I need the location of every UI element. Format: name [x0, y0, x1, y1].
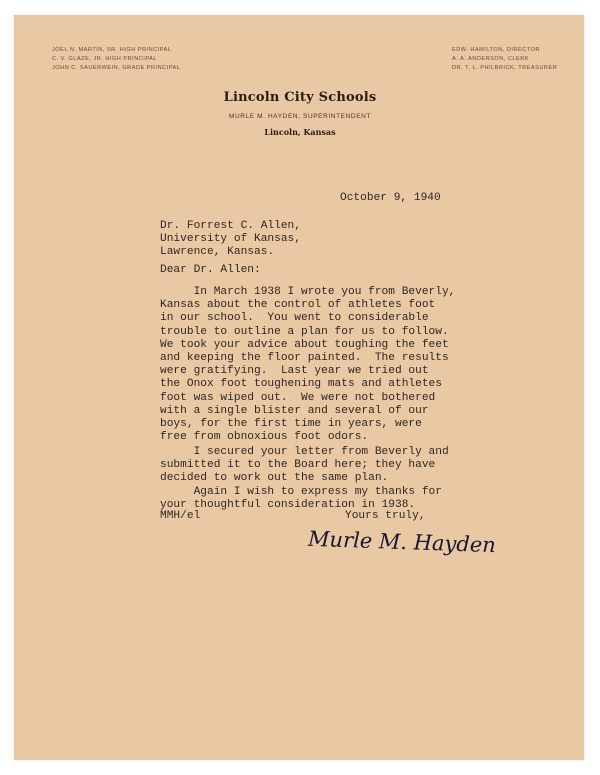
text-line: were gratifying. Last year we tried out — [160, 365, 429, 378]
text-line: Again I wish to express my thanks for — [160, 486, 442, 498]
text-line: foot was wiped out. We were not bothered — [160, 391, 436, 404]
staff-list-right — [452, 46, 557, 73]
text-line: In March 1938 I wrote you from Beverly, — [160, 286, 456, 298]
staff-line: JOHN C. SAUERWEIN, GRADE PRINCIPAL — [52, 65, 181, 71]
recipient-address — [160, 220, 301, 260]
text-line: decided to work out the same plan. — [160, 472, 389, 485]
address-line: Dr. Forrest C. Allen, — [160, 220, 301, 232]
typist-initials: MMH/el — [160, 510, 201, 522]
text-line: the Onox foot toughening mats and athletes — [160, 378, 442, 391]
body-paragraph-3 — [160, 486, 442, 512]
handwritten-signature: Murle M. Hayden — [307, 526, 497, 558]
body-paragraph-2 — [160, 446, 449, 486]
staff-line: DR. T. L. PHILBRICK, TREASURER — [452, 65, 558, 71]
text-line: trouble to outline a plan for us to follow. — [160, 325, 449, 338]
body-paragraph-1 — [160, 286, 455, 444]
text-line: We took your advice about toughing the feet — [160, 338, 449, 351]
letter-date: October 9, 1940 — [340, 192, 441, 204]
letterhead-title: Lincoln City Schools — [223, 90, 377, 105]
text-line: your thoughtful consideration in 1938. — [160, 499, 416, 512]
text-line: in our school. You went to considerable — [160, 312, 429, 325]
closing: Yours truly, — [345, 510, 426, 522]
address-line: Lawrence, Kansas. — [160, 246, 275, 259]
letterhead-city: Lincoln, Kansas — [264, 127, 336, 137]
staff-line: EDW. HAMILTON, DIRECTOR — [452, 47, 540, 53]
text-line: submitted it to the Board here; they have — [160, 459, 436, 472]
text-line: with a single blister and several of our — [160, 404, 429, 417]
text-line: boys, for the first time in years, were — [160, 418, 422, 431]
letterhead-superintendent: MURLE M. HAYDEN, SUPERINTENDENT — [229, 113, 371, 120]
staff-line: JOEL N. MARTIN, SR. HIGH PRINCIPAL — [52, 47, 172, 53]
text-line: Kansas about the control of athletes foot — [160, 299, 436, 312]
staff-line: A. A. ANDERSON, CLERK — [452, 56, 530, 62]
salutation: Dear Dr. Allen: — [160, 264, 261, 276]
text-line: free from obnoxious foot odors. — [160, 431, 369, 444]
staff-line: C. V. GLAZE, JR. HIGH PRINCIPAL — [52, 56, 158, 62]
text-line: I secured your letter from Beverly and — [160, 446, 449, 458]
address-line: University of Kansas, — [160, 233, 301, 246]
staff-list-left — [52, 46, 180, 73]
text-line: and keeping the floor painted. The results — [160, 352, 449, 365]
